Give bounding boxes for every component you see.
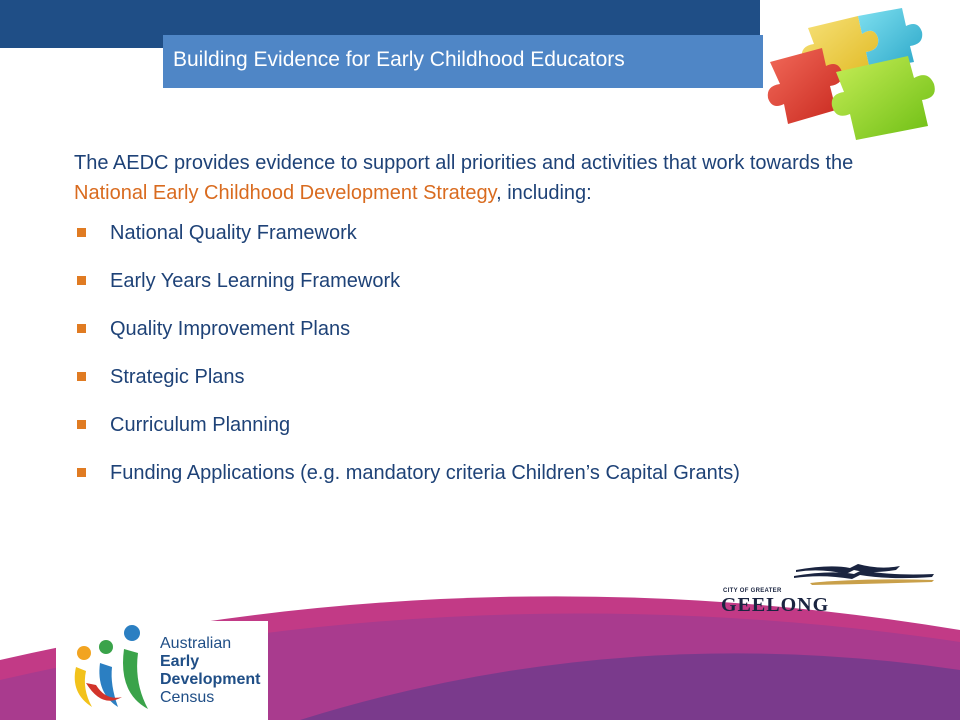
strategy-link-text: National Early Childhood Development Strategy bbox=[74, 182, 497, 204]
list-item bbox=[74, 218, 904, 266]
geelong-big-text: GEELONG bbox=[721, 594, 830, 616]
list-item-label: Funding Applications (e.g. mandatory criteria Children’s Capital Grants) bbox=[110, 462, 740, 484]
square-bullet-icon bbox=[77, 228, 86, 237]
square-bullet-icon bbox=[77, 372, 86, 381]
intro-text-before: The AEDC provides evidence to support all priorities and activities that work towards the bbox=[74, 152, 854, 174]
aedc-logo bbox=[56, 621, 268, 720]
list-item bbox=[74, 410, 904, 458]
aedc-wordmark bbox=[160, 635, 260, 707]
content-area bbox=[74, 148, 904, 506]
aedc-line-development: Development bbox=[160, 671, 261, 688]
square-bullet-icon bbox=[77, 420, 86, 429]
aedc-line-australian: Australian bbox=[160, 635, 232, 652]
puzzle-pieces-icon bbox=[740, 0, 960, 140]
list-item-label: National Quality Framework bbox=[110, 222, 357, 244]
intro-text-after: , including: bbox=[496, 182, 592, 204]
list-item-label: Strategic Plans bbox=[110, 366, 245, 388]
geelong-logo bbox=[720, 562, 940, 618]
aedc-line-census: Census bbox=[160, 689, 215, 706]
list-item-label: Quality Improvement Plans bbox=[110, 318, 351, 340]
intro-paragraph bbox=[74, 148, 904, 208]
list-item bbox=[74, 314, 904, 362]
page-title: Building Evidence for Early Childhood Educators bbox=[173, 48, 625, 71]
list-item bbox=[74, 362, 904, 410]
list-item bbox=[74, 266, 904, 314]
aedc-figures-icon bbox=[62, 623, 158, 715]
bullet-list bbox=[74, 218, 904, 506]
square-bullet-icon bbox=[77, 468, 86, 477]
list-item-label: Curriculum Planning bbox=[110, 414, 291, 436]
geelong-waves-icon bbox=[790, 562, 940, 586]
geelong-small-text: CITY OF GREATER bbox=[723, 588, 782, 594]
list-item-label: Early Years Learning Framework bbox=[110, 270, 401, 292]
list-item bbox=[74, 458, 904, 506]
title-bar bbox=[163, 35, 763, 88]
square-bullet-icon bbox=[77, 324, 86, 333]
aedc-line-early: Early bbox=[160, 653, 200, 670]
square-bullet-icon bbox=[77, 276, 86, 285]
